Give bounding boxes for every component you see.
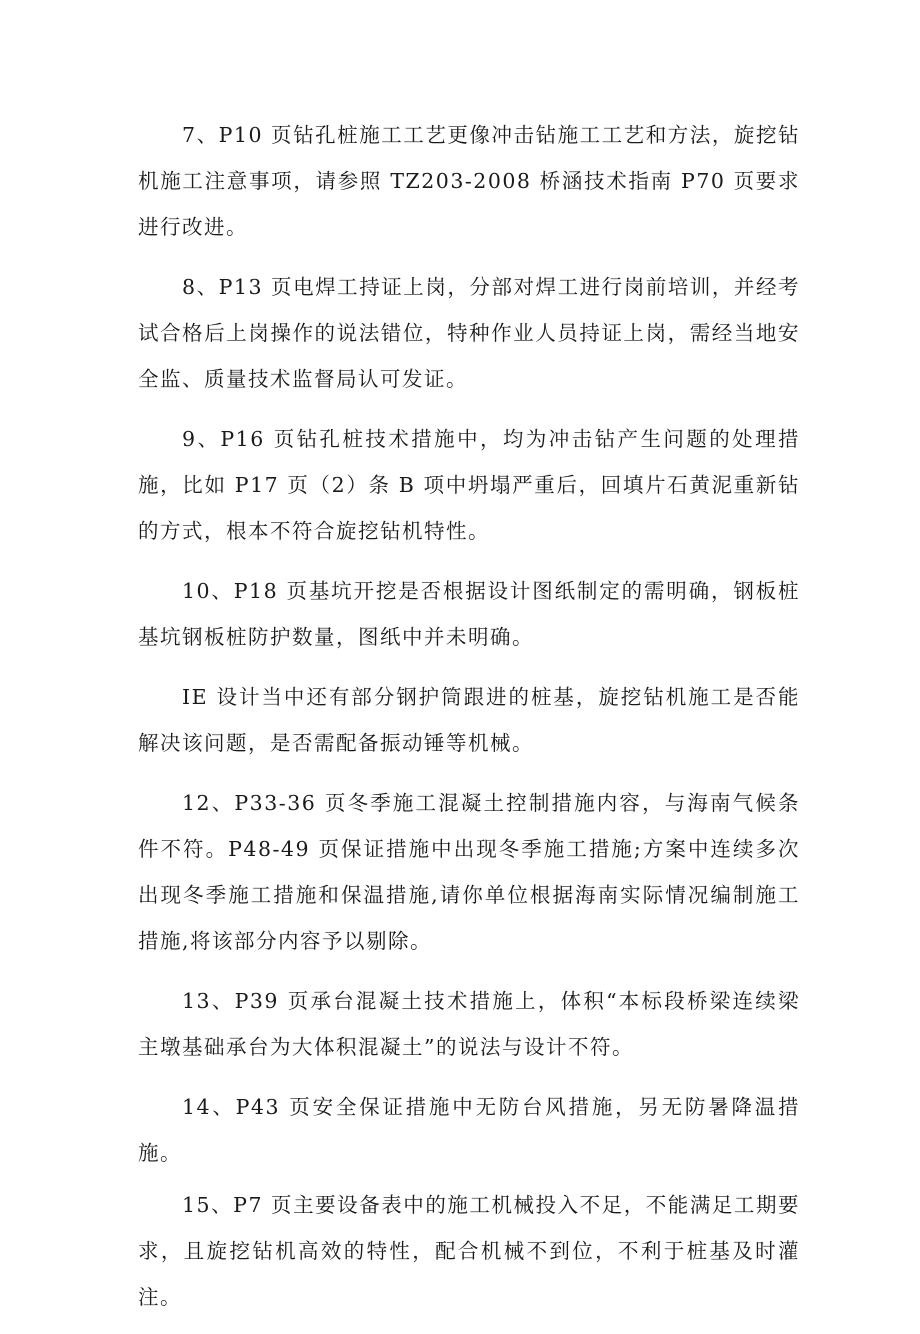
paragraph-item-11: IE 设计当中还有部分钢护筒跟进的桩基，旋挖钻机施工是否能解决该问题，是否需配备振动锤等机械。 bbox=[138, 685, 800, 755]
paragraph-item-10: 10、P18 页基坑开挖是否根据设计图纸制定的需明确，钢板桩基坑钢板桩防护数量，图纸中并未明确。 bbox=[138, 579, 800, 649]
paragraph-item-9: 9、P16 页钻孔桩技术措施中，均为冲击钻产生问题的处理措施，比如 P17 页（2）条 B 项中坍塌严重后，回填片石黄泥重新钻的方式，根本不符合旋挖钻机特性。 bbox=[138, 427, 800, 543]
document-body bbox=[138, 112, 800, 1334]
paragraph-item-13: 13、P39 页承台混凝土技术措施上，体积“本标段桥梁连续梁主墩基础承台为大体积混凝土”的说法与设计不符。 bbox=[138, 989, 800, 1059]
paragraph-item-8: 8、P13 页电焊工持证上岗，分部对焊工进行岗前培训，并经考试合格后上岗操作的说法错位，特种作业人员持证上岗，需经当地安全监、质量技术监督局认可发证。 bbox=[138, 275, 800, 391]
paragraph-item-12: 12、P33-36 页冬季施工混凝土控制措施内容，与海南气候条件不符。P48-49 页保证措施中出现冬季施工措施;方案中连续多次出现冬季施工措施和保温措施,请你单位根据海南实际情况编制施工措施,将该部分内容予以剔除。 bbox=[138, 791, 800, 953]
paragraph-item-15: 15、P7 页主要设备表中的施工机械投入不足，不能满足工期要求，且旋挖钻机高效的特性，配合机械不到位，不利于桩基及时灌注。 bbox=[138, 1193, 800, 1309]
paragraph-item-7: 7、P10 页钻孔桩施工工艺更像冲击钻施工工艺和方法，旋挖钻机施工注意事项，请参照 TZ203-2008 桥涵技术指南 P70 页要求进行改进。 bbox=[138, 123, 800, 239]
paragraph-item-14: 14、P43 页安全保证措施中无防台风措施，另无防暑降温措施。 bbox=[138, 1095, 800, 1165]
